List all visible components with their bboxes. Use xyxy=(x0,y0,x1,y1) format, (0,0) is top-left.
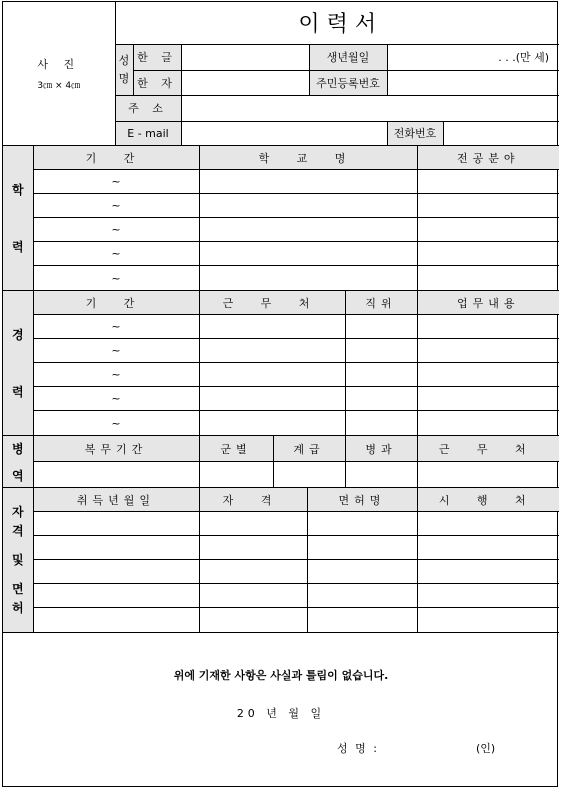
hangul-label: 한 글 xyxy=(133,44,181,70)
career-company-field[interactable] xyxy=(199,363,345,387)
edu-major-field[interactable] xyxy=(417,194,559,218)
phone-label: 전화번호 xyxy=(387,121,443,145)
header-table xyxy=(3,2,559,146)
hanja-name-field[interactable] xyxy=(181,70,309,95)
career-section-label: 경 력 xyxy=(3,291,33,436)
military-branch-field[interactable] xyxy=(199,462,273,488)
license-name-field[interactable] xyxy=(307,560,417,584)
education-section-label: 학 력 xyxy=(3,146,33,291)
career-company-field[interactable] xyxy=(199,315,345,339)
birth-label: 생년월일 xyxy=(309,44,387,70)
license-qualification-field[interactable] xyxy=(199,536,307,560)
military-specialty-field[interactable] xyxy=(345,462,417,488)
license-table xyxy=(3,487,559,633)
license-qualification-field[interactable] xyxy=(199,560,307,584)
edu-period-field[interactable]: ~ xyxy=(33,242,199,266)
photo-size: 3㎝ × 4㎝ xyxy=(37,80,81,91)
military-col-specialty: 병과 xyxy=(345,436,417,462)
career-col-period: 기 간 xyxy=(33,291,199,315)
military-col-rank: 계급 xyxy=(273,436,345,462)
military-unit-field[interactable] xyxy=(417,462,559,488)
edu-period-field[interactable]: ~ xyxy=(33,194,199,218)
career-period-field[interactable]: ~ xyxy=(33,315,199,339)
license-date-field[interactable] xyxy=(33,560,199,584)
rrn-label: 주민등록번호 xyxy=(309,70,387,95)
career-company-field[interactable] xyxy=(199,339,345,363)
career-period-field[interactable]: ~ xyxy=(33,387,199,411)
edu-major-field[interactable] xyxy=(417,242,559,266)
name-label: 성 명 xyxy=(115,44,133,95)
career-position-field[interactable] xyxy=(345,315,417,339)
signature-label: 성 명 : xyxy=(337,742,379,755)
birth-field[interactable]: . . .(만 세) xyxy=(387,44,559,70)
email-label: E - mail xyxy=(115,121,181,145)
license-issuer-field[interactable] xyxy=(417,560,559,584)
edu-major-field[interactable] xyxy=(417,170,559,194)
edu-period-field[interactable]: ~ xyxy=(33,266,199,291)
license-name-field[interactable] xyxy=(307,512,417,536)
edu-col-period: 기 간 xyxy=(33,146,199,170)
license-qualification-field[interactable] xyxy=(199,608,307,633)
hanja-label: 한 자 xyxy=(133,70,181,95)
date-line[interactable]: 20 년 월 일 xyxy=(236,707,326,720)
license-qualification-field[interactable] xyxy=(199,512,307,536)
military-col-period: 복무기간 xyxy=(33,436,199,462)
license-issuer-field[interactable] xyxy=(417,584,559,608)
email-field[interactable] xyxy=(181,121,387,145)
license-date-field[interactable] xyxy=(33,536,199,560)
career-period-field[interactable]: ~ xyxy=(33,339,199,363)
military-period-field[interactable] xyxy=(33,462,199,488)
license-col-qualification: 자 격 xyxy=(199,488,307,512)
seal-mark: (인) xyxy=(475,742,496,755)
career-position-field[interactable] xyxy=(345,387,417,411)
career-table xyxy=(3,290,559,436)
military-rank-field[interactable] xyxy=(273,462,345,488)
edu-major-field[interactable] xyxy=(417,266,559,291)
career-position-field[interactable] xyxy=(345,411,417,436)
license-col-issuer: 시 행 처 xyxy=(417,488,559,512)
military-section-label: 병 역 xyxy=(3,436,33,488)
career-col-company: 근 무 처 xyxy=(199,291,345,315)
career-duties-field[interactable] xyxy=(417,315,559,339)
career-company-field[interactable] xyxy=(199,411,345,436)
license-name-field[interactable] xyxy=(307,584,417,608)
license-issuer-field[interactable] xyxy=(417,536,559,560)
resume-form xyxy=(2,1,558,787)
confirmation-statement: 위에 기재한 사항은 사실과 틀림이 없습니다. xyxy=(173,669,389,682)
license-date-field[interactable] xyxy=(33,608,199,633)
career-position-field[interactable] xyxy=(345,363,417,387)
license-date-field[interactable] xyxy=(33,512,199,536)
license-name-field[interactable] xyxy=(307,608,417,633)
edu-school-field[interactable] xyxy=(199,218,417,242)
career-duties-field[interactable] xyxy=(417,387,559,411)
license-name-field[interactable] xyxy=(307,536,417,560)
edu-school-field[interactable] xyxy=(199,242,417,266)
edu-period-field[interactable]: ~ xyxy=(33,218,199,242)
career-position-field[interactable] xyxy=(345,339,417,363)
edu-school-field[interactable] xyxy=(199,266,417,291)
edu-period-field[interactable]: ~ xyxy=(33,170,199,194)
military-col-branch: 군별 xyxy=(199,436,273,462)
rrn-field[interactable] xyxy=(387,70,559,95)
address-label: 주 소 xyxy=(115,95,181,121)
license-date-field[interactable] xyxy=(33,584,199,608)
photo-label: 사 진 xyxy=(37,57,81,71)
license-issuer-field[interactable] xyxy=(417,608,559,633)
career-period-field[interactable]: ~ xyxy=(33,411,199,436)
license-col-name: 면허명 xyxy=(307,488,417,512)
career-col-position: 직위 xyxy=(345,291,417,315)
edu-col-school: 학 교 명 xyxy=(199,146,417,170)
phone-field[interactable] xyxy=(443,121,559,145)
photo-box[interactable] xyxy=(3,2,115,145)
career-period-field[interactable]: ~ xyxy=(33,363,199,387)
license-issuer-field[interactable] xyxy=(417,512,559,536)
military-table xyxy=(3,435,559,488)
address-field[interactable] xyxy=(181,95,559,121)
career-company-field[interactable] xyxy=(199,387,345,411)
hangul-name-field[interactable] xyxy=(181,44,309,70)
license-section-label: 자 격 및 면 허 xyxy=(3,488,33,633)
edu-school-field[interactable] xyxy=(199,170,417,194)
edu-col-major: 전공분야 xyxy=(417,146,559,170)
military-col-unit: 근 무 처 xyxy=(417,436,559,462)
license-col-date: 취득년월일 xyxy=(33,488,199,512)
license-qualification-field[interactable] xyxy=(199,584,307,608)
career-duties-field[interactable] xyxy=(417,363,559,387)
career-col-duties: 업무내용 xyxy=(417,291,559,315)
education-table xyxy=(3,145,559,291)
page-title: 이 력 서 xyxy=(115,2,559,44)
edu-major-field[interactable] xyxy=(417,218,559,242)
career-duties-field[interactable] xyxy=(417,411,559,436)
edu-school-field[interactable] xyxy=(199,194,417,218)
career-duties-field[interactable] xyxy=(417,339,559,363)
signature-line xyxy=(337,740,495,756)
